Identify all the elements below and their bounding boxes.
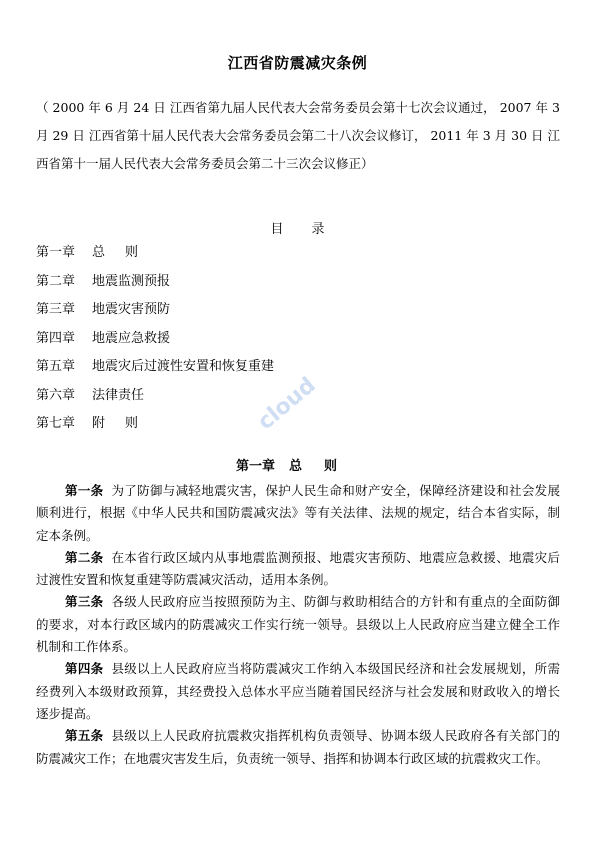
article-number: 第一条 [65,483,104,498]
toc-chapter-name: 地震灾后过渡性安置和恢复重建 [92,359,275,374]
article [36,480,560,547]
toc-chapter-name: 地震监测预报 [92,273,171,289]
toc-item [36,272,516,301]
toc-chapter-name: 总则 [92,245,159,260]
toc-chapter-number: 第五章 [36,359,76,374]
toc-item [36,329,516,358]
toc-chapter-name: 地震灾害预防 [92,302,171,317]
article-text: 县级以上人民政府应当将防震减灾工作纳入本级国民经济和社会发展规划，所需经费列入本级财政预算，其经费投入总体水平应当随着国民经济与社会发展和财政收入的增长逐步提高。 [36,661,560,721]
watermark-logo: cloud [253,372,321,436]
chapter-heading-number: 第一章 [235,459,275,474]
toc-item [36,243,516,272]
toc-chapter-number: 第四章 [36,330,76,346]
toc-chapter-number: 第三章 [36,302,76,317]
toc-title: 目录 [270,222,353,237]
legislative-history: （ 2000 年 6 月 24 日 江西省第九届人民代表大会常务委员会第十七次会议通过， 2007 年 3 月 29 日 江西省第十届人民代表大会常务委员会第二十八次会议修订， 2011 年 3 月 30 日 江西省第十一届人民代表大会常务委员会第二十三次会议修正） [36,100,560,171]
article-number: 第三条 [65,594,104,610]
article [36,591,560,658]
article-text: 各级人民政府应当按照预防为主、防御与救助相结合的方针和有重点的全面防御的要求，对本行政区域内的防震减灾工作实行统一领导。县级以上人民政府应当建立健全工作机制和工作体系。 [36,594,560,655]
toc-chapter-name: 地震应急救援 [92,330,171,346]
articles [36,480,560,770]
article-text: 为了防御与减轻地震灾害，保护人民生命和财产安全，保障经济建设和社会发展顺利进行，根据《中华人民共和国防震减灾法》等有关法律、法规的规定，结合本省实际，制定本条例。 [36,483,560,543]
article-number: 第四条 [65,661,104,677]
article-number: 第五条 [65,728,104,744]
article [36,547,560,592]
chapter-heading [0,455,595,474]
article-number: 第二条 [65,549,104,565]
toc-chapter-number: 第七章 [36,416,76,431]
article [36,725,560,770]
article [36,658,560,725]
article-text: 在本省行政区域内从事地震监测预报、地震灾害预防、地震应急救援、地震灾后过渡性安置和恢复重建等防震减灾活动，适用本条例。 [36,549,560,588]
toc-chapter-number: 第六章 [36,387,76,403]
toc-item [36,357,516,386]
toc-chapter-name: 法律责任 [92,387,145,403]
document-title: 江西省防震减灾条例 [227,54,368,72]
toc-chapter-name: 附则 [92,416,159,431]
toc-chapter-number: 第一章 [36,245,76,260]
article-text: 县级以上人民政府抗震救灾指挥机构负责领导、协调本级人民政府各有关部门的防震减灾工作；在地震灾害发生后，负责统一领导、指挥和协调本行政区域的抗震救灾工作。 [36,728,560,766]
toc-chapter-number: 第二章 [36,273,76,289]
toc-item [36,300,516,329]
chapter-heading-name: 总则 [289,459,360,474]
